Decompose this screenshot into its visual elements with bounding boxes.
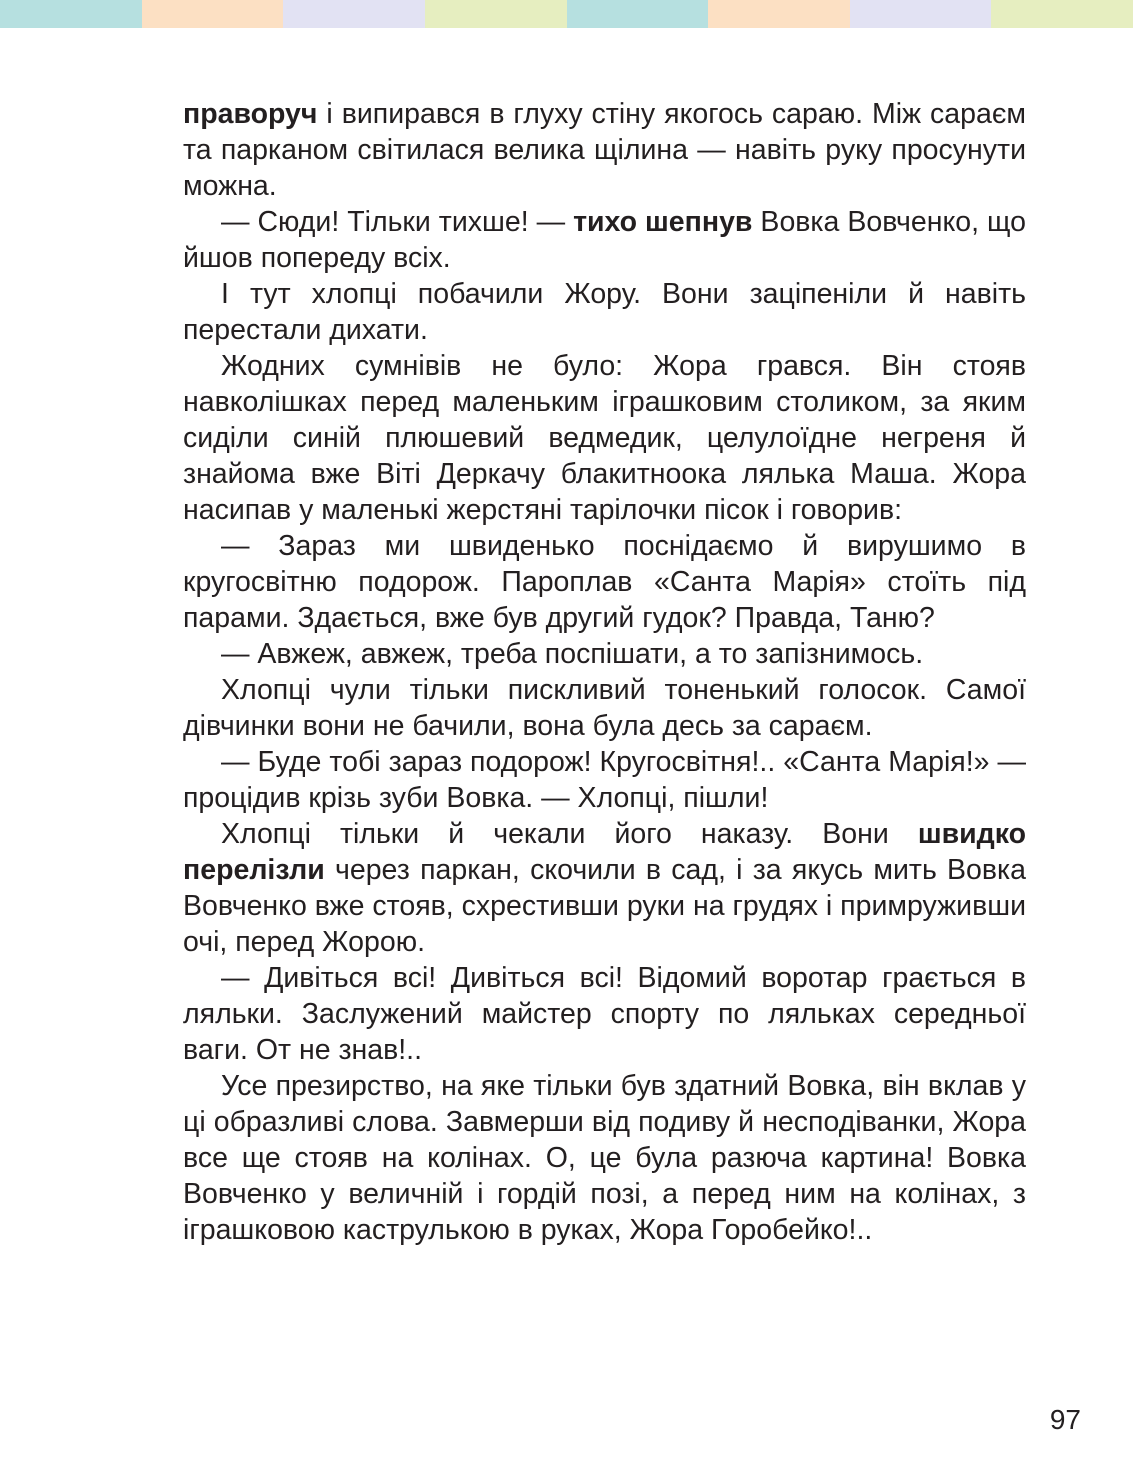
paragraph bbox=[183, 744, 1026, 816]
bold-phrase: швидко перелізли bbox=[183, 818, 1026, 886]
text-run: — Авжеж, авжеж, треба поспішати, а то запізнимось. bbox=[221, 638, 924, 670]
stripe-segment bbox=[567, 0, 709, 28]
paragraph bbox=[183, 1068, 1026, 1248]
stripe-segment bbox=[425, 0, 567, 28]
text-run: Хлопці чули тільки пискливий тоненький голосок. Самої дівчинки вони не бачили, вона була десь за сараєм. bbox=[183, 674, 1026, 742]
text-run: Жодних сумнівів не було: Жора грався. Він стояв навколішках перед маленьким іграшковим столиком, за яким сиділи синій плюшевий ведмедик, целулоїдне негреня й знайома вже Віті Деркачу блакитноока лялька Маша. Жора насипав у маленькі жерстяні тарілочки пісок і говорив: bbox=[183, 350, 1026, 526]
text-run: — Сюди! Тільки тихше! — bbox=[221, 206, 574, 238]
paragraph bbox=[183, 96, 1026, 204]
bold-phrase: праворуч bbox=[183, 98, 318, 130]
text-run: Усе презирство, на яке тільки був здатний Вовка, він вклав у ці образливі слова. Завмерши від подиву й несподіванки, Жора все ще стояв на колінах. О, це була разюча картина! Вовка Вовченко у величній і гордій позі, а перед ним на колінах, з іграшковою каструлькою в руках, Жора Горобейко!.. bbox=[183, 1070, 1026, 1246]
paragraph bbox=[183, 276, 1026, 348]
page-number: 97 bbox=[1049, 1404, 1081, 1435]
text-run: через паркан, скочили в сад, і за якусь мить Вовка Вовченко вже стояв, схрестивши руки на грудях і примруживши очі, перед Жорою. bbox=[183, 854, 1026, 958]
stripe-segment bbox=[142, 0, 284, 28]
paragraph bbox=[183, 528, 1026, 636]
story-text bbox=[183, 96, 1026, 1248]
text-run: Хлопці тільки й чекали його наказу. Вони bbox=[221, 818, 918, 850]
paragraph bbox=[183, 204, 1026, 276]
decorative-color-stripe bbox=[0, 0, 1133, 28]
text-run: — Дивіться всі! Дивіться всі! Відомий воротар грається в ляльки. Заслужений майстер спорту по ляльках середньої ваги. От не знав!.. bbox=[183, 962, 1026, 1066]
paragraph bbox=[183, 672, 1026, 744]
stripe-segment bbox=[850, 0, 992, 28]
paragraph bbox=[183, 960, 1026, 1068]
stripe-segment bbox=[0, 0, 142, 28]
stripe-segment bbox=[708, 0, 850, 28]
text-run: і випирався в глуху стіну якогось сараю. Між сараєм та парканом світилася велика щілина — навіть руку просунути можна. bbox=[183, 98, 1026, 202]
text-run: Вовка Вовченко, що йшов попереду всіх. bbox=[183, 206, 1026, 274]
text-run: І тут хлопці побачили Жору. Вони заціпеніли й навіть перестали дихати. bbox=[183, 278, 1026, 346]
text-run: — Зараз ми швиденько поснідаємо й вирушимо в кругосвітню подорож. Пароплав «Санта Марія» стоїть під парами. Здається, вже був другий гудок? Правда, Таню? bbox=[183, 530, 1026, 634]
paragraph bbox=[183, 816, 1026, 960]
stripe-segment bbox=[283, 0, 425, 28]
paragraph bbox=[183, 348, 1026, 528]
bold-phrase: тихо шепнув bbox=[573, 206, 753, 238]
stripe-segment bbox=[991, 0, 1133, 28]
paragraph bbox=[183, 636, 1026, 672]
text-run: — Буде тобі зараз подорож! Кругосвітня!.. «Санта Марія!» — процідив крізь зуби Вовка. — Хлопці, пішли! bbox=[183, 746, 1026, 814]
